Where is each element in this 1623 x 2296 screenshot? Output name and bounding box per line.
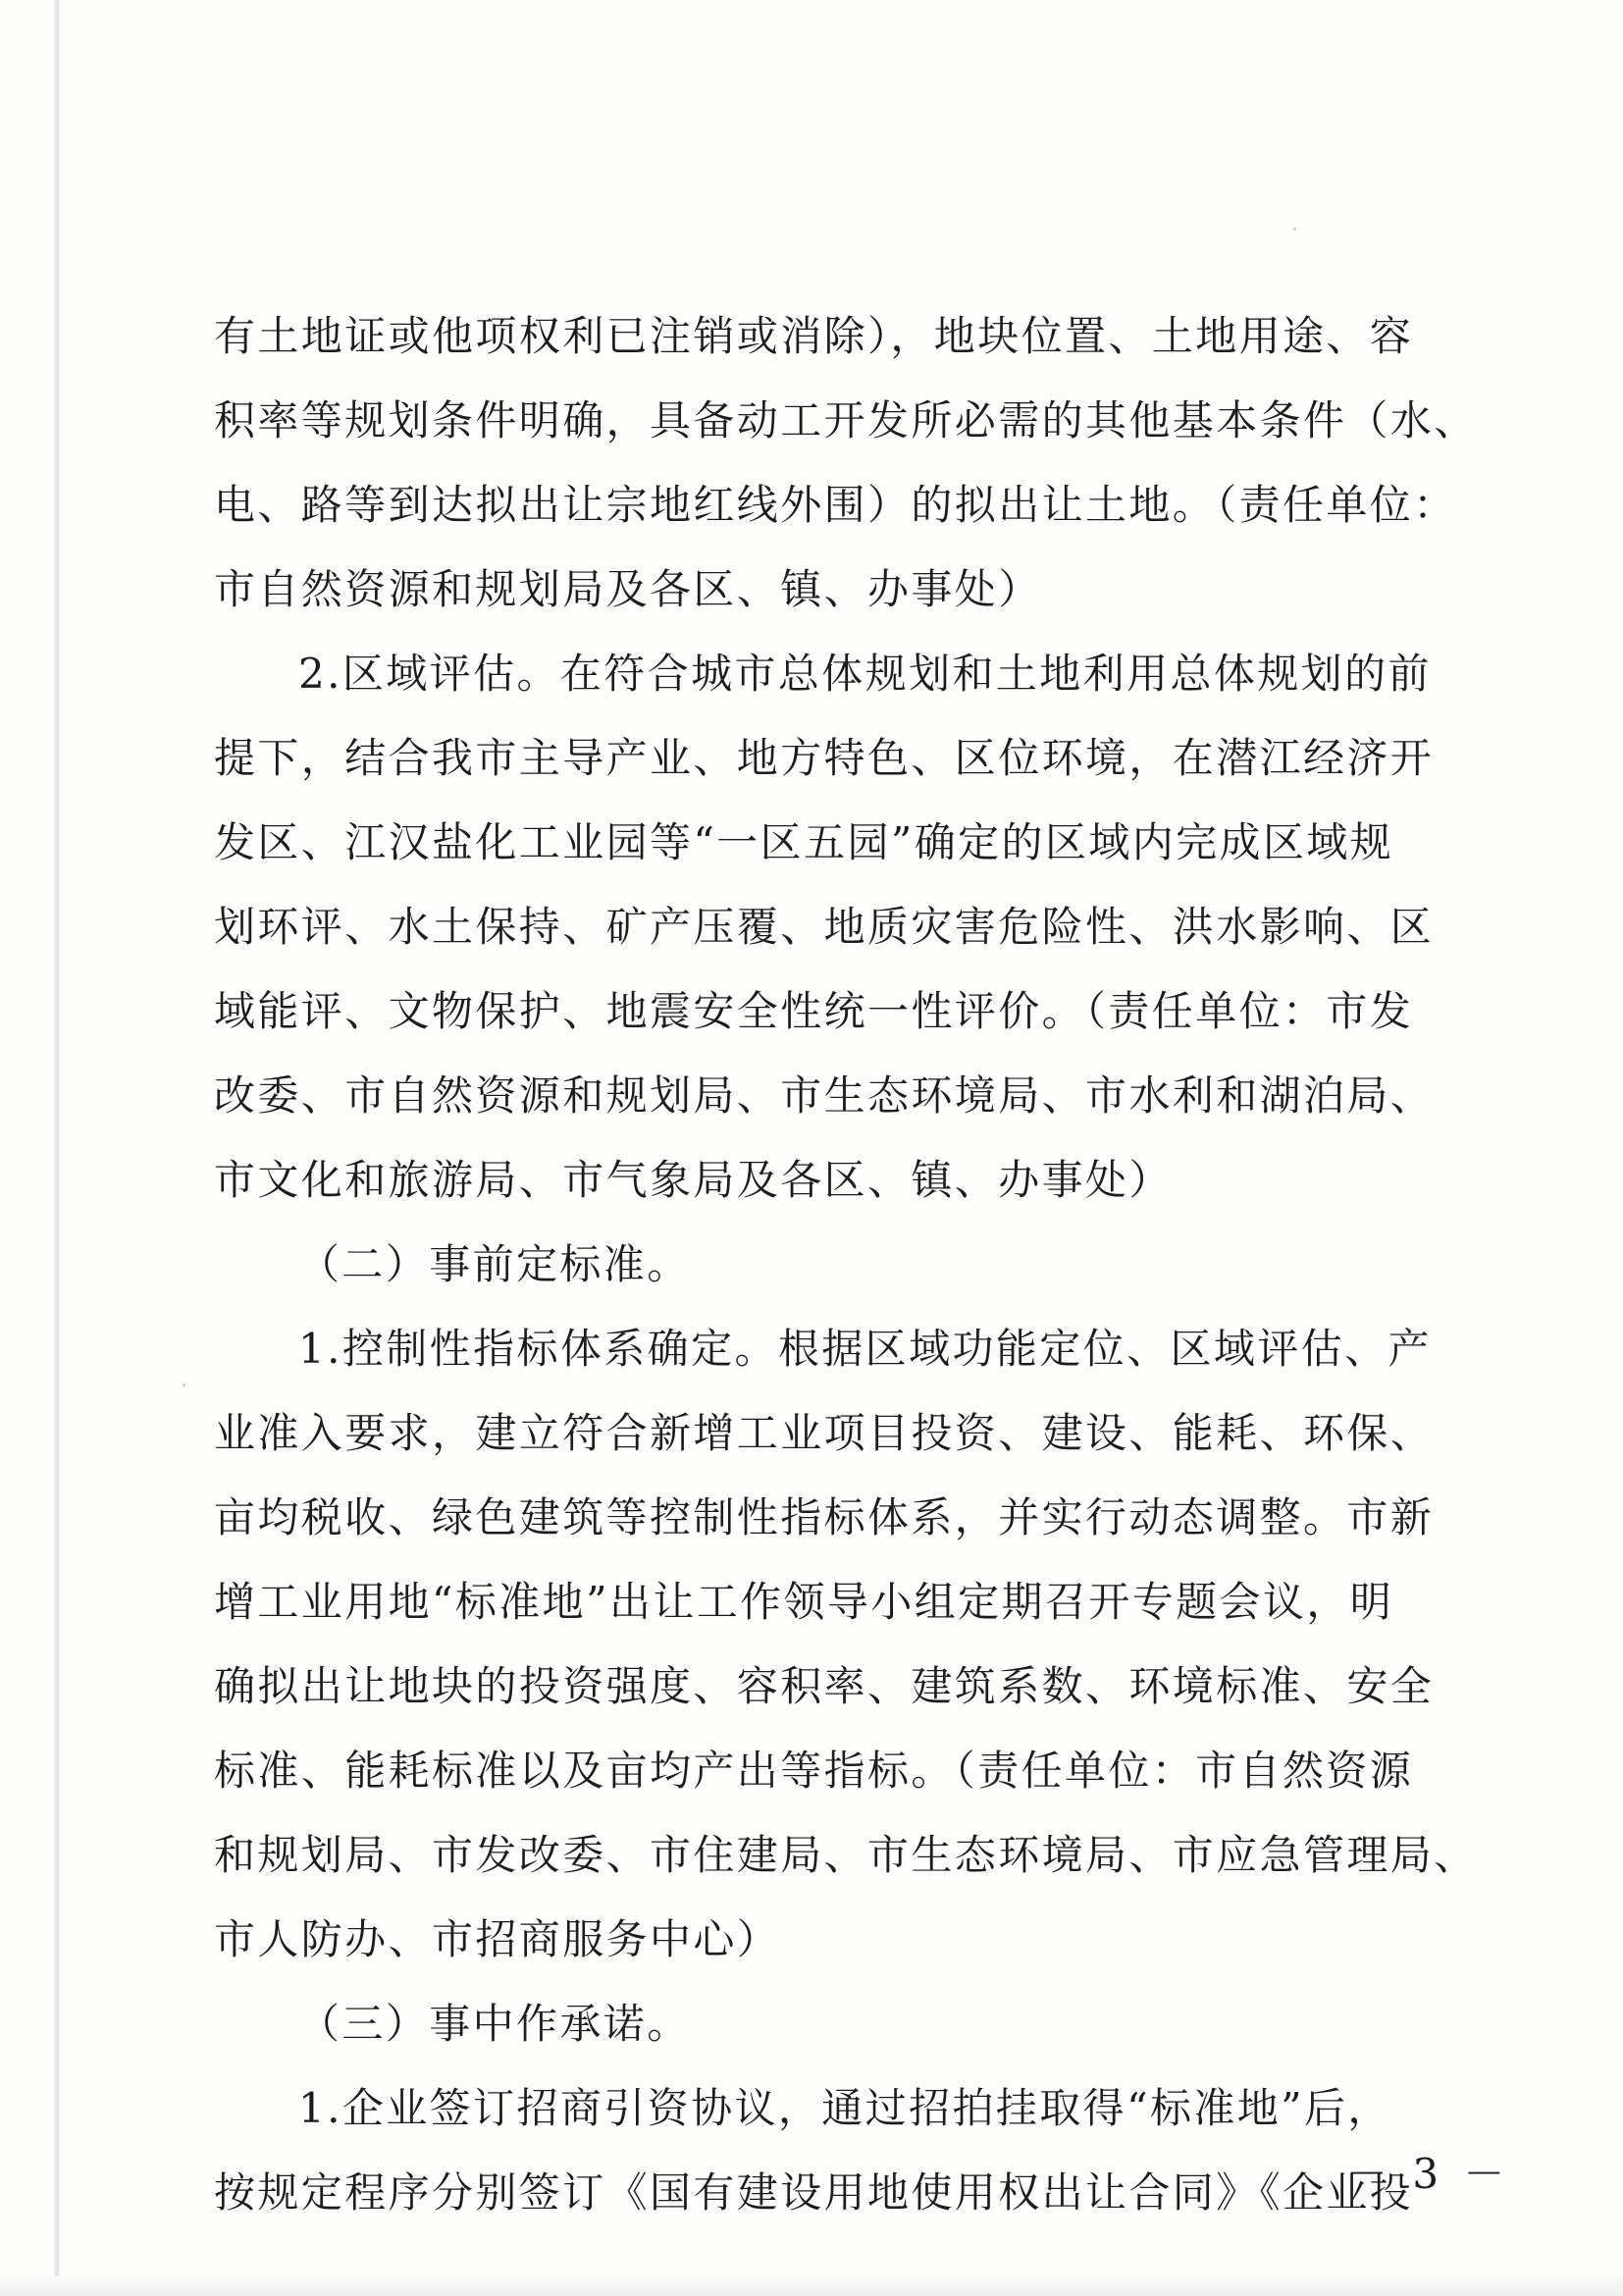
text-line: 有土地证或他项权利已注销或消除），地块位置、土地用途、容 (214, 312, 1414, 360)
text-line: 按规定程序分别签订《国有建设用地使用权出让合同》《企业投 (214, 2168, 1414, 2217)
text-line: 市人防办、市招商服务中心） (214, 1915, 781, 1963)
text-line: 发区、江汉盐化工业园等“一区五园”确定的区域内完成区域规 (214, 818, 1394, 866)
text-line: 提下，结合我市主导产业、地方特色、区位环境，在潜江经济开 (214, 734, 1435, 782)
section-heading: （三）事中作承诺。 (298, 2000, 691, 2048)
scan-bottom-edge (0, 2276, 1623, 2296)
text-line: 1.控制性指标体系确定。根据区域功能定位、区域评估、产 (298, 1325, 1432, 1373)
text-line: 确拟出让地块的投资强度、容积率、建筑系数、环境标准、安全 (214, 1662, 1435, 1710)
scan-speck (183, 1383, 185, 1386)
text-line: 市自然资源和规划局及各区、镇、办事处） (214, 565, 1042, 613)
section-heading: （二）事前定标准。 (298, 1240, 691, 1288)
text-line: 业准入要求，建立符合新增工业项目投资、建设、能耗、环保、 (214, 1409, 1435, 1457)
text-line: 市文化和旅游局、市气象局及各区、镇、办事处） (214, 1156, 1173, 1204)
text-line: 增工业用地“标准地”出让工作领导小组定期召开专题会议，明 (214, 1578, 1394, 1626)
document-body (214, 294, 1478, 2235)
text-line: 域能评、文物保护、地震安全性统一性评价。（责任单位：市发 (214, 987, 1414, 1035)
text-line: 亩均税收、绿色建筑等控制性指标体系，并实行动态调整。市新 (214, 1493, 1435, 1541)
text-line: 2.区域评估。在符合城市总体规划和土地利用总体规划的前 (298, 650, 1432, 698)
text-line: 积率等规划条件明确，具备动工开发所必需的其他基本条件（水、 (214, 396, 1478, 444)
text-line: 1.企业签订招商引资协议，通过招拍挂取得“标准地”后， (298, 2084, 1391, 2132)
text-line: 划环评、水土保持、矿产压覆、地质灾害危险性、洪水影响、区 (214, 903, 1435, 951)
text-line: 和规划局、市发改委、市住建局、市生态环境局、市应急管理局、 (214, 1831, 1478, 1879)
text-line: 改委、市自然资源和规划局、市生态环境局、市水利和湖泊局、 (214, 1071, 1435, 1120)
scan-binding-edge (54, 0, 60, 2296)
text-line: 电、路等到达拟出让宗地红线外围）的拟出让土地。（责任单位： (214, 481, 1457, 529)
scan-speck (1293, 228, 1296, 231)
page-number: － 3 － (1346, 2150, 1511, 2198)
text-line: 标准、能耗标准以及亩均产出等指标。（责任单位：市自然资源 (214, 1747, 1414, 1795)
